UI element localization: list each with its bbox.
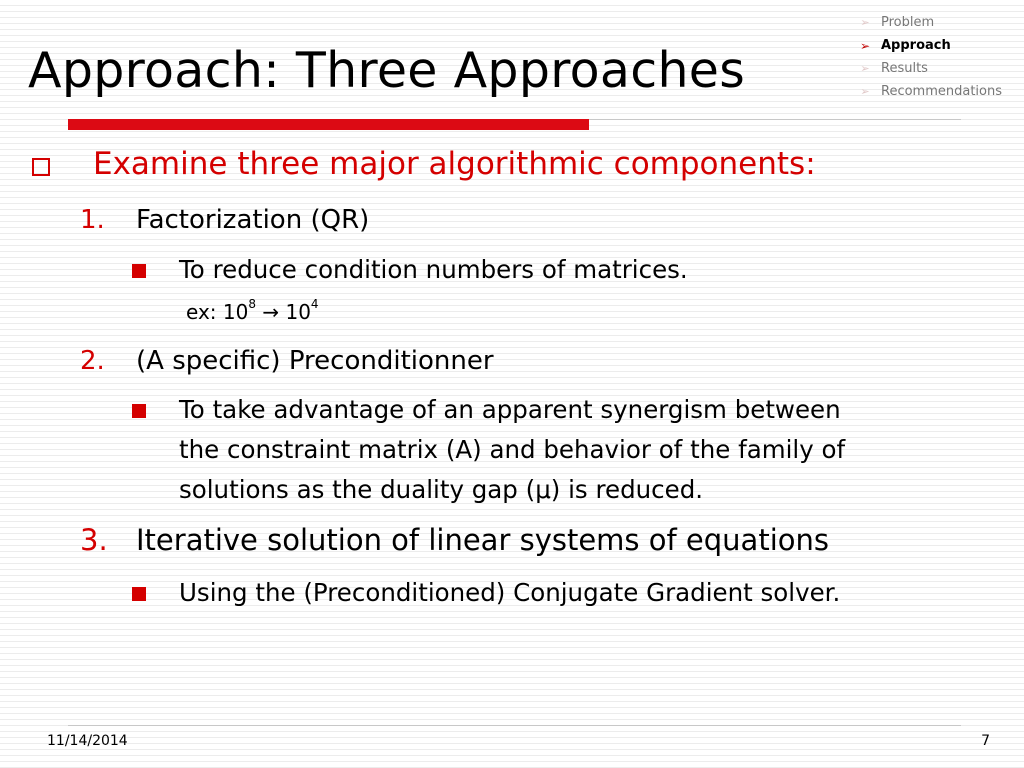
nav-item-approach[interactable] (858, 37, 1002, 60)
example-text: ex: $10^8 \to 10^4$ (186, 297, 319, 324)
item-label: (A specific) Preconditionner (136, 346, 494, 376)
item-label: Iterative solution of linear systems of equations (136, 523, 829, 557)
nav-arrow-icon: ➢ (860, 85, 870, 98)
footer-divider (68, 725, 961, 726)
title-underline-accent (68, 119, 589, 130)
slide-title: Approach: Three Approaches (28, 42, 746, 99)
page-number: 7 (981, 733, 990, 749)
title-underline (589, 119, 961, 120)
item-label: Factorization (QR) (136, 205, 370, 235)
nav-item-label: Recommendations (881, 84, 1003, 99)
item-number: 1. (80, 205, 105, 235)
nav-arrow-icon: ➢ (860, 62, 870, 75)
nav-item-recommendations[interactable] (858, 83, 1002, 106)
nav-arrow-icon: ➢ (859, 39, 871, 53)
item-number: 3. (80, 523, 108, 557)
square-bullet-icon (132, 404, 146, 418)
square-bullet-icon (132, 264, 146, 278)
item-number: 2. (80, 346, 105, 376)
nav-item-results[interactable] (858, 60, 1002, 83)
footer-date: 11/14/2014 (47, 733, 128, 749)
arrow-icon: → (262, 300, 280, 324)
square-bullet-icon (132, 587, 146, 601)
section-nav (858, 14, 1002, 106)
nav-item-label: Problem (881, 15, 935, 30)
sub-bullet-text: To take advantage of an apparent synergism between the constraint matrix (A) and behavior of the family of solutions as the duality gap (μ) is reduced. (179, 395, 846, 504)
nav-arrow-icon: ➢ (860, 16, 870, 29)
main-bullet-text: Examine three major algorithmic components: (93, 146, 816, 182)
sub-bullet-text: To reduce condition numbers of matrices. (179, 255, 688, 284)
nav-item-label: Results (881, 61, 928, 76)
sub-bullet-text: Using the (Preconditioned) Conjugate Gradient solver. (179, 578, 841, 607)
nav-item-problem[interactable] (858, 14, 1002, 37)
nav-item-label: Approach (881, 38, 951, 53)
hollow-square-bullet-icon (32, 158, 50, 176)
